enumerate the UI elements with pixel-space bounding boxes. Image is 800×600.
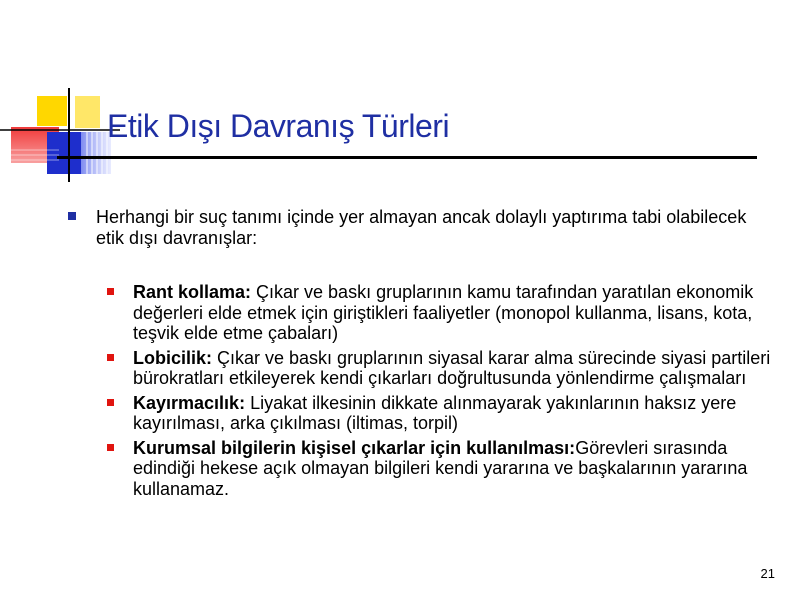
page-number: 21: [760, 566, 775, 581]
intro-bullet-text: Herhangi bir suç tanımı içinde yer almayan ancak dolaylı yaptırıma tabi olabilecek etik dışı davranışlar:: [96, 207, 747, 248]
list-item-description: Liyakat ilkesinin dikkate alınmayarak yakınlarının haksız yere kayırılması, arka çıkılması (iltimas, torpil): [133, 392, 737, 433]
behavior-list: [107, 282, 787, 503]
intro-bullet: [68, 207, 768, 249]
list-item-text: [133, 282, 783, 344]
logo-yellow-square: [37, 96, 67, 126]
bullet-square-icon: [107, 288, 114, 295]
list-item-text: [133, 348, 783, 389]
list-item-text: [133, 393, 783, 434]
logo-yellow-square-right: [75, 96, 100, 128]
bullet-square-icon: [107, 399, 114, 406]
list-item-term: Lobicilik:: [133, 347, 213, 368]
bullet-square-icon: [68, 212, 76, 220]
list-item-lobicilik: [107, 348, 787, 389]
list-item-term: Kurumsal bilgilerin kişisel çıkarlar için kullanılması:: [133, 437, 576, 458]
list-item-description: Çıkar ve baskı gruplarının siyasal karar alma sürecinde siyasi partileri bürokratları etkileyerek kendi çıkarları doğrultusunda yönlendirme çalışmaları: [133, 347, 771, 388]
list-item-kurumsal-bilgiler: [107, 438, 787, 500]
bullet-square-icon: [107, 444, 114, 451]
list-item-term: Kayırmacılık:: [133, 392, 246, 413]
title-underline: [57, 156, 757, 159]
list-item-text: [133, 438, 783, 500]
slide-title: Etik Dışı Davranış Türleri: [107, 108, 450, 144]
list-item-term: Rant kollama:: [133, 282, 252, 302]
logo-blue-square: [47, 132, 81, 174]
list-item-description: Görevleri sırasında edindiği hekese açık olmayan bilgileri kendi yararına ve başkalarının yararına kullanamaz.: [133, 437, 748, 499]
bullet-square-icon: [107, 354, 114, 361]
list-item-rant-kollama: [107, 282, 787, 344]
list-item-kayirmacilik: [107, 393, 787, 434]
decorative-squares-logo: [0, 0, 120, 190]
list-item-description: Çıkar ve baskı gruplarının kamu tarafından yaratılan ekonomik değerleri elde etmek için giriştikleri faaliyetler (monopol kullanma, lisans, kota, teşvik elde etme çabaları): [133, 282, 754, 343]
